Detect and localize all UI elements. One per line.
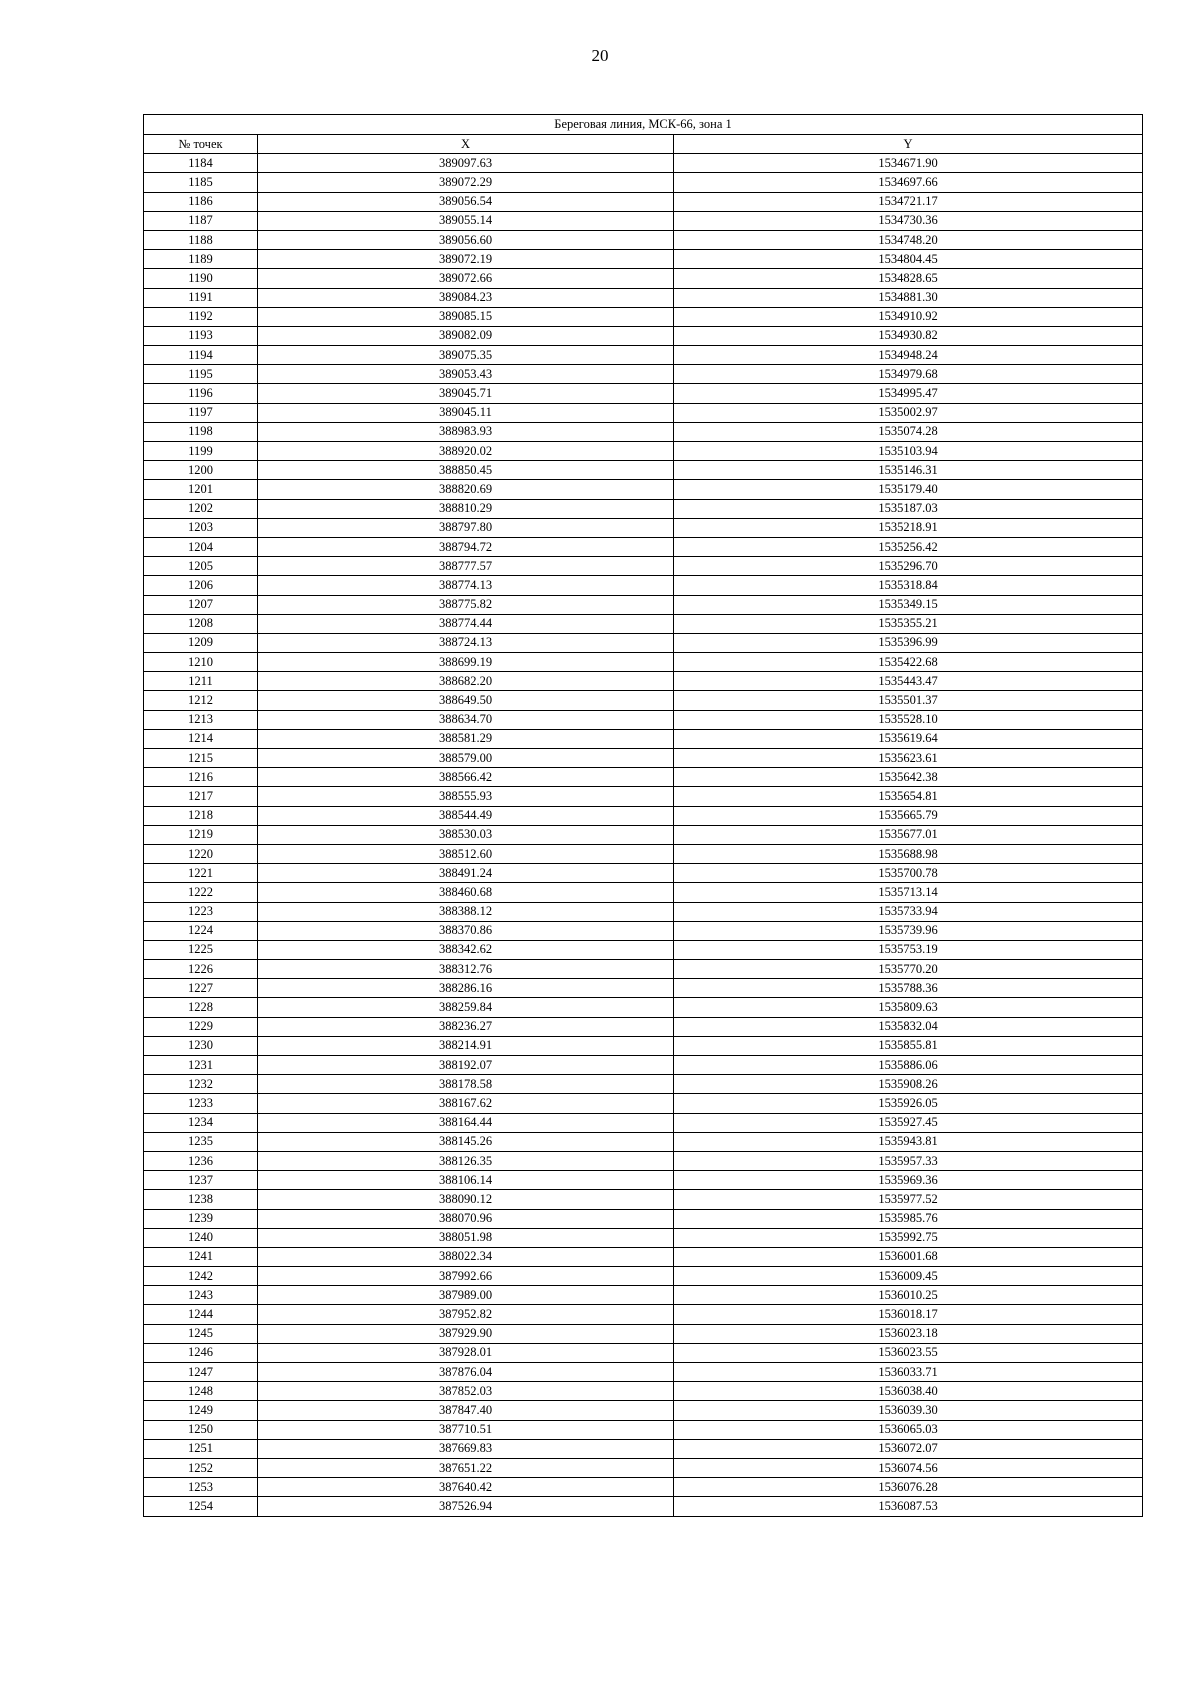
- cell-x: 388259.84: [258, 998, 674, 1017]
- cell-y: 1536033.71: [674, 1363, 1143, 1382]
- cell-point-number: 1194: [144, 346, 258, 365]
- cell-y: 1535422.68: [674, 653, 1143, 672]
- cell-y: 1536087.53: [674, 1497, 1143, 1516]
- table-title: Береговая линия, МСК-66, зона 1: [144, 115, 1143, 135]
- cell-point-number: 1202: [144, 499, 258, 518]
- cell-x: 389056.54: [258, 192, 674, 211]
- cell-y: 1535977.52: [674, 1190, 1143, 1209]
- cell-x: 388699.19: [258, 653, 674, 672]
- table-row: [144, 844, 1143, 863]
- table-row: [144, 595, 1143, 614]
- cell-point-number: 1199: [144, 442, 258, 461]
- table-row: [144, 230, 1143, 249]
- cell-point-number: 1226: [144, 960, 258, 979]
- cell-y: 1535396.99: [674, 633, 1143, 652]
- cell-point-number: 1235: [144, 1132, 258, 1151]
- cell-y: 1536009.45: [674, 1267, 1143, 1286]
- table-row: [144, 902, 1143, 921]
- cell-x: 388810.29: [258, 499, 674, 518]
- table-row: [144, 537, 1143, 556]
- cell-y: 1534881.30: [674, 288, 1143, 307]
- cell-x: 388530.03: [258, 825, 674, 844]
- table-row: [144, 960, 1143, 979]
- cell-point-number: 1234: [144, 1113, 258, 1132]
- table-row: [144, 749, 1143, 768]
- cell-y: 1535985.76: [674, 1209, 1143, 1228]
- cell-point-number: 1198: [144, 422, 258, 441]
- cell-x: 388022.34: [258, 1247, 674, 1266]
- cell-point-number: 1221: [144, 864, 258, 883]
- cell-y: 1535256.42: [674, 537, 1143, 556]
- table-row: [144, 710, 1143, 729]
- cell-point-number: 1239: [144, 1209, 258, 1228]
- cell-y: 1536023.55: [674, 1343, 1143, 1362]
- cell-y: 1535296.70: [674, 557, 1143, 576]
- cell-x: 388214.91: [258, 1036, 674, 1055]
- cell-x: 389045.71: [258, 384, 674, 403]
- cell-y: 1535623.61: [674, 749, 1143, 768]
- table-row: [144, 1324, 1143, 1343]
- table-row: [144, 1017, 1143, 1036]
- cell-x: 387710.51: [258, 1420, 674, 1439]
- cell-point-number: 1215: [144, 749, 258, 768]
- cell-x: 387651.22: [258, 1458, 674, 1477]
- cell-point-number: 1200: [144, 461, 258, 480]
- cell-x: 388236.27: [258, 1017, 674, 1036]
- cell-point-number: 1197: [144, 403, 258, 422]
- table-row: [144, 768, 1143, 787]
- cell-y: 1535349.15: [674, 595, 1143, 614]
- cell-y: 1535443.47: [674, 672, 1143, 691]
- cell-y: 1535318.84: [674, 576, 1143, 595]
- cell-y: 1535908.26: [674, 1075, 1143, 1094]
- cell-y: 1535700.78: [674, 864, 1143, 883]
- cell-point-number: 1222: [144, 883, 258, 902]
- table-row: [144, 154, 1143, 173]
- cell-x: 387928.01: [258, 1343, 674, 1362]
- cell-point-number: 1241: [144, 1247, 258, 1266]
- cell-y: 1536001.68: [674, 1247, 1143, 1266]
- table-row: [144, 787, 1143, 806]
- table-row: [144, 672, 1143, 691]
- cell-point-number: 1248: [144, 1382, 258, 1401]
- table-row: [144, 1420, 1143, 1439]
- table-row: [144, 653, 1143, 672]
- cell-point-number: 1212: [144, 691, 258, 710]
- table-title-row: [144, 115, 1143, 135]
- cell-point-number: 1211: [144, 672, 258, 691]
- table-row: [144, 1401, 1143, 1420]
- table-row: [144, 211, 1143, 230]
- cell-y: 1535957.33: [674, 1151, 1143, 1170]
- cell-point-number: 1189: [144, 250, 258, 269]
- table-row: [144, 442, 1143, 461]
- cell-x: 388850.45: [258, 461, 674, 480]
- cell-x: 388983.93: [258, 422, 674, 441]
- cell-point-number: 1238: [144, 1190, 258, 1209]
- table-row: [144, 480, 1143, 499]
- cell-y: 1535654.81: [674, 787, 1143, 806]
- cell-y: 1535187.03: [674, 499, 1143, 518]
- table-row: [144, 173, 1143, 192]
- cell-x: 389097.63: [258, 154, 674, 173]
- table-row: [144, 326, 1143, 345]
- cell-y: 1535713.14: [674, 883, 1143, 902]
- table-row: [144, 422, 1143, 441]
- cell-point-number: 1251: [144, 1439, 258, 1458]
- cell-point-number: 1250: [144, 1420, 258, 1439]
- cell-x: 388051.98: [258, 1228, 674, 1247]
- table-row: [144, 921, 1143, 940]
- cell-point-number: 1214: [144, 729, 258, 748]
- cell-y: 1535688.98: [674, 844, 1143, 863]
- cell-y: 1535788.36: [674, 979, 1143, 998]
- cell-x: 388820.69: [258, 480, 674, 499]
- cell-point-number: 1201: [144, 480, 258, 499]
- table-row: [144, 1132, 1143, 1151]
- coordinates-table: [143, 114, 1143, 1517]
- table-row: [144, 1228, 1143, 1247]
- table-row: [144, 1343, 1143, 1362]
- cell-y: 1535146.31: [674, 461, 1143, 480]
- page-number: 20: [591, 46, 609, 65]
- table-row: [144, 557, 1143, 576]
- cell-y: 1534748.20: [674, 230, 1143, 249]
- cell-x: 388544.49: [258, 806, 674, 825]
- cell-point-number: 1187: [144, 211, 258, 230]
- cell-point-number: 1218: [144, 806, 258, 825]
- cell-y: 1535733.94: [674, 902, 1143, 921]
- cell-point-number: 1233: [144, 1094, 258, 1113]
- cell-x: 388775.82: [258, 595, 674, 614]
- cell-y: 1535218.91: [674, 518, 1143, 537]
- cell-point-number: 1245: [144, 1324, 258, 1343]
- cell-point-number: 1236: [144, 1151, 258, 1170]
- cell-y: 1535943.81: [674, 1132, 1143, 1151]
- table-row: [144, 192, 1143, 211]
- table-row: [144, 1363, 1143, 1382]
- cell-y: 1536076.28: [674, 1478, 1143, 1497]
- cell-y: 1535642.38: [674, 768, 1143, 787]
- column-header-y: Y: [674, 135, 1143, 154]
- table-row: [144, 940, 1143, 959]
- table-row: [144, 1497, 1143, 1516]
- cell-point-number: 1231: [144, 1056, 258, 1075]
- cell-x: 387640.42: [258, 1478, 674, 1497]
- cell-point-number: 1208: [144, 614, 258, 633]
- table-row: [144, 883, 1143, 902]
- cell-y: 1536072.07: [674, 1439, 1143, 1458]
- cell-x: 388682.20: [258, 672, 674, 691]
- table-row: [144, 1305, 1143, 1324]
- cell-y: 1534730.36: [674, 211, 1143, 230]
- cell-x: 389072.66: [258, 269, 674, 288]
- cell-x: 387526.94: [258, 1497, 674, 1516]
- column-header-x: X: [258, 135, 674, 154]
- cell-y: 1535927.45: [674, 1113, 1143, 1132]
- cell-point-number: 1247: [144, 1363, 258, 1382]
- table-row: [144, 250, 1143, 269]
- table-row: [144, 384, 1143, 403]
- table-row: [144, 864, 1143, 883]
- cell-point-number: 1210: [144, 653, 258, 672]
- cell-y: 1535103.94: [674, 442, 1143, 461]
- cell-x: 388388.12: [258, 902, 674, 921]
- cell-y: 1535992.75: [674, 1228, 1143, 1247]
- cell-point-number: 1243: [144, 1286, 258, 1305]
- cell-x: 388920.02: [258, 442, 674, 461]
- cell-x: 388145.26: [258, 1132, 674, 1151]
- cell-x: 388649.50: [258, 691, 674, 710]
- cell-point-number: 1223: [144, 902, 258, 921]
- cell-x: 388774.44: [258, 614, 674, 633]
- cell-x: 388555.93: [258, 787, 674, 806]
- cell-y: 1535809.63: [674, 998, 1143, 1017]
- cell-y: 1535739.96: [674, 921, 1143, 940]
- cell-point-number: 1188: [144, 230, 258, 249]
- cell-point-number: 1225: [144, 940, 258, 959]
- cell-y: 1534804.45: [674, 250, 1143, 269]
- cell-point-number: 1229: [144, 1017, 258, 1036]
- cell-y: 1535002.97: [674, 403, 1143, 422]
- cell-point-number: 1240: [144, 1228, 258, 1247]
- cell-x: 388192.07: [258, 1056, 674, 1075]
- cell-y: 1534697.66: [674, 173, 1143, 192]
- cell-x: 387952.82: [258, 1305, 674, 1324]
- cell-y: 1535753.19: [674, 940, 1143, 959]
- cell-point-number: 1228: [144, 998, 258, 1017]
- cell-y: 1534671.90: [674, 154, 1143, 173]
- cell-point-number: 1206: [144, 576, 258, 595]
- cell-x: 389055.14: [258, 211, 674, 230]
- cell-point-number: 1237: [144, 1171, 258, 1190]
- cell-x: 388178.58: [258, 1075, 674, 1094]
- cell-x: 387992.66: [258, 1267, 674, 1286]
- table-row: [144, 1458, 1143, 1477]
- cell-x: 387929.90: [258, 1324, 674, 1343]
- table-row: [144, 729, 1143, 748]
- cell-x: 388491.24: [258, 864, 674, 883]
- table-row: [144, 365, 1143, 384]
- cell-x: 388724.13: [258, 633, 674, 652]
- cell-x: 388164.44: [258, 1113, 674, 1132]
- cell-y: 1535355.21: [674, 614, 1143, 633]
- table-row: [144, 1209, 1143, 1228]
- cell-point-number: 1190: [144, 269, 258, 288]
- table-row: [144, 806, 1143, 825]
- cell-point-number: 1195: [144, 365, 258, 384]
- cell-x: 387669.83: [258, 1439, 674, 1458]
- cell-x: 388460.68: [258, 883, 674, 902]
- cell-point-number: 1249: [144, 1401, 258, 1420]
- cell-y: 1535619.64: [674, 729, 1143, 748]
- table-row: [144, 461, 1143, 480]
- cell-y: 1534995.47: [674, 384, 1143, 403]
- table-row: [144, 1113, 1143, 1132]
- table-row: [144, 1478, 1143, 1497]
- cell-x: 389072.19: [258, 250, 674, 269]
- table-row: [144, 1094, 1143, 1113]
- cell-point-number: 1254: [144, 1497, 258, 1516]
- table-row: [144, 614, 1143, 633]
- cell-y: 1536023.18: [674, 1324, 1143, 1343]
- cell-x: 388312.76: [258, 960, 674, 979]
- cell-point-number: 1204: [144, 537, 258, 556]
- cell-y: 1535501.37: [674, 691, 1143, 710]
- cell-x: 388370.86: [258, 921, 674, 940]
- cell-y: 1534930.82: [674, 326, 1143, 345]
- cell-y: 1535770.20: [674, 960, 1143, 979]
- cell-x: 388794.72: [258, 537, 674, 556]
- cell-x: 389053.43: [258, 365, 674, 384]
- cell-point-number: 1205: [144, 557, 258, 576]
- cell-y: 1536074.56: [674, 1458, 1143, 1477]
- cell-point-number: 1191: [144, 288, 258, 307]
- cell-point-number: 1252: [144, 1458, 258, 1477]
- cell-point-number: 1246: [144, 1343, 258, 1362]
- table-row: [144, 403, 1143, 422]
- cell-point-number: 1213: [144, 710, 258, 729]
- cell-x: 389084.23: [258, 288, 674, 307]
- cell-y: 1535926.05: [674, 1094, 1143, 1113]
- cell-point-number: 1227: [144, 979, 258, 998]
- cell-point-number: 1207: [144, 595, 258, 614]
- cell-point-number: 1193: [144, 326, 258, 345]
- cell-point-number: 1185: [144, 173, 258, 192]
- table-row: [144, 1151, 1143, 1170]
- cell-x: 388774.13: [258, 576, 674, 595]
- cell-y: 1536039.30: [674, 1401, 1143, 1420]
- table-row: [144, 691, 1143, 710]
- cell-y: 1535528.10: [674, 710, 1143, 729]
- cell-point-number: 1217: [144, 787, 258, 806]
- cell-y: 1534979.68: [674, 365, 1143, 384]
- cell-point-number: 1220: [144, 844, 258, 863]
- cell-x: 388126.35: [258, 1151, 674, 1170]
- cell-point-number: 1244: [144, 1305, 258, 1324]
- cell-y: 1535074.28: [674, 422, 1143, 441]
- table-row: [144, 1056, 1143, 1075]
- cell-y: 1534948.24: [674, 346, 1143, 365]
- cell-y: 1535969.36: [674, 1171, 1143, 1190]
- cell-y: 1535886.06: [674, 1056, 1143, 1075]
- cell-x: 389085.15: [258, 307, 674, 326]
- cell-y: 1536018.17: [674, 1305, 1143, 1324]
- cell-point-number: 1209: [144, 633, 258, 652]
- cell-y: 1535179.40: [674, 480, 1143, 499]
- table-row: [144, 1439, 1143, 1458]
- cell-x: 388090.12: [258, 1190, 674, 1209]
- table-row: [144, 825, 1143, 844]
- table-row: [144, 1036, 1143, 1055]
- table-row: [144, 998, 1143, 1017]
- cell-point-number: 1192: [144, 307, 258, 326]
- table-row: [144, 979, 1143, 998]
- table-row: [144, 288, 1143, 307]
- table-row: [144, 576, 1143, 595]
- cell-point-number: 1203: [144, 518, 258, 537]
- cell-point-number: 1230: [144, 1036, 258, 1055]
- table-row: [144, 1382, 1143, 1401]
- cell-x: 388566.42: [258, 768, 674, 787]
- cell-y: 1535855.81: [674, 1036, 1143, 1055]
- cell-y: 1534910.92: [674, 307, 1143, 326]
- cell-x: 388797.80: [258, 518, 674, 537]
- cell-x: 387847.40: [258, 1401, 674, 1420]
- cell-point-number: 1242: [144, 1267, 258, 1286]
- cell-x: 388581.29: [258, 729, 674, 748]
- cell-point-number: 1253: [144, 1478, 258, 1497]
- cell-x: 388579.00: [258, 749, 674, 768]
- table-row: [144, 518, 1143, 537]
- cell-x: 388106.14: [258, 1171, 674, 1190]
- cell-y: 1536010.25: [674, 1286, 1143, 1305]
- cell-x: 389082.09: [258, 326, 674, 345]
- cell-point-number: 1224: [144, 921, 258, 940]
- table-row: [144, 1267, 1143, 1286]
- cell-y: 1535665.79: [674, 806, 1143, 825]
- cell-y: 1534721.17: [674, 192, 1143, 211]
- table-row: [144, 1075, 1143, 1094]
- column-header-point-number: № точек: [144, 135, 258, 154]
- cell-x: 389056.60: [258, 230, 674, 249]
- cell-point-number: 1196: [144, 384, 258, 403]
- cell-y: 1536038.40: [674, 1382, 1143, 1401]
- cell-x: 387989.00: [258, 1286, 674, 1305]
- cell-x: 389045.11: [258, 403, 674, 422]
- cell-point-number: 1232: [144, 1075, 258, 1094]
- cell-point-number: 1186: [144, 192, 258, 211]
- cell-y: 1535677.01: [674, 825, 1143, 844]
- cell-x: 388634.70: [258, 710, 674, 729]
- table-header-row: [144, 135, 1143, 154]
- cell-x: 388777.57: [258, 557, 674, 576]
- table-row: [144, 1190, 1143, 1209]
- table-row: [144, 1171, 1143, 1190]
- cell-x: 389075.35: [258, 346, 674, 365]
- cell-x: 389072.29: [258, 173, 674, 192]
- cell-point-number: 1184: [144, 154, 258, 173]
- cell-x: 388512.60: [258, 844, 674, 863]
- table-row: [144, 307, 1143, 326]
- table-row: [144, 499, 1143, 518]
- cell-x: 387876.04: [258, 1363, 674, 1382]
- table-row: [144, 1247, 1143, 1266]
- cell-y: 1534828.65: [674, 269, 1143, 288]
- cell-x: 388167.62: [258, 1094, 674, 1113]
- table-body: [144, 154, 1143, 1516]
- table-row: [144, 1286, 1143, 1305]
- cell-x: 388286.16: [258, 979, 674, 998]
- cell-x: 388342.62: [258, 940, 674, 959]
- cell-x: 388070.96: [258, 1209, 674, 1228]
- table-row: [144, 269, 1143, 288]
- table-row: [144, 346, 1143, 365]
- cell-y: 1535832.04: [674, 1017, 1143, 1036]
- cell-x: 387852.03: [258, 1382, 674, 1401]
- table-row: [144, 633, 1143, 652]
- cell-y: 1536065.03: [674, 1420, 1143, 1439]
- cell-point-number: 1219: [144, 825, 258, 844]
- cell-point-number: 1216: [144, 768, 258, 787]
